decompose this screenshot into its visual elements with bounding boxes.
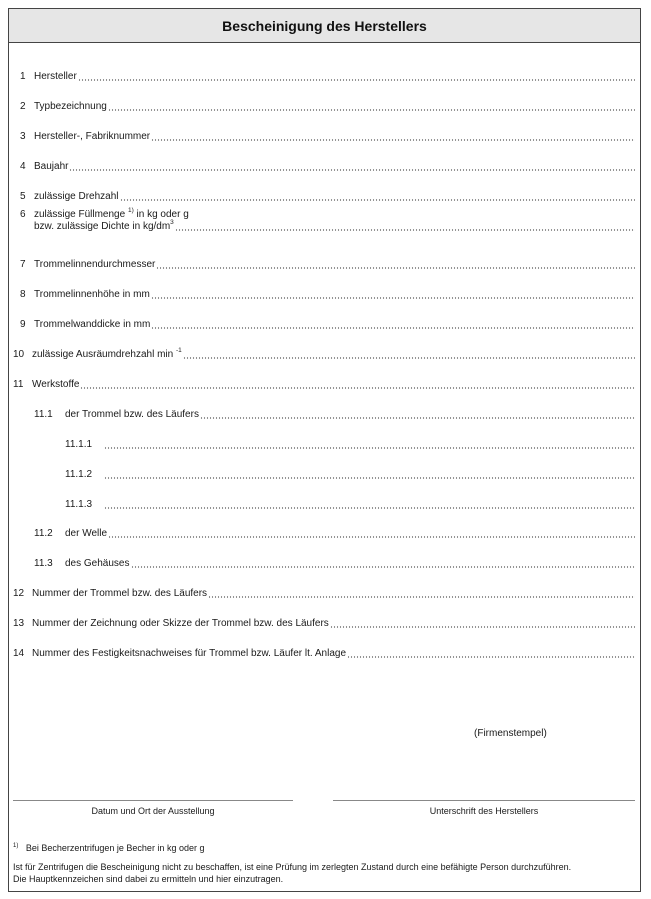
field-werkstoff-11-1-2: [9, 467, 635, 481]
field-label: zulässige Ausräumdrehzahl min $^{-1}$: [32, 347, 182, 360]
fill-in-line[interactable]: [108, 109, 635, 111]
fill-in-line[interactable]: [80, 387, 635, 389]
field-festigkeitsnachweis: [9, 646, 635, 660]
field-number: 13: [13, 618, 25, 629]
field-number: 6: [20, 209, 26, 220]
fill-in-line[interactable]: [330, 626, 635, 628]
fill-in-line[interactable]: [69, 169, 635, 171]
field-number: 7: [20, 259, 26, 270]
fill-in-line[interactable]: [131, 566, 636, 568]
field-label: Nummer der Zeichnung oder Skizze der Trommel bzw. des Läufers: [32, 618, 329, 629]
field-fabriknummer: [9, 129, 635, 143]
field-werkstoff-welle: [9, 526, 635, 540]
field-typbezeichnung: [9, 99, 635, 113]
date-place-caption: Datum und Ort der Ausstellung: [91, 806, 215, 816]
field-number: 2: [20, 101, 26, 112]
signature-line[interactable]: [333, 800, 635, 801]
field-number: 11.3: [34, 558, 53, 569]
fill-in-line[interactable]: [78, 79, 635, 81]
fill-in-line[interactable]: [175, 229, 635, 231]
field-label: Typbezeichnung: [34, 101, 107, 112]
fill-in-line[interactable]: [120, 199, 636, 201]
note-line-2: Die Hauptkennzeichen sind dabei zu ermitteln und hier einzutragen.: [13, 874, 284, 884]
certificate-form: [8, 8, 641, 892]
field-trommelwanddicke: [9, 317, 635, 331]
note-line-1: Ist für Zentrifugen die Bescheinigung nicht zu beschaffen, ist eine Prüfung im zerlegten Zustand durch eine befähigte Person durchzuführen.: [13, 862, 572, 872]
field-number: 11: [13, 379, 24, 390]
field-label: Trommelwanddicke in mm: [34, 319, 151, 330]
fill-in-line[interactable]: [156, 267, 635, 269]
field-werkstoffe: [9, 377, 635, 391]
fill-in-line[interactable]: [104, 477, 635, 479]
field-hersteller: [9, 69, 635, 83]
form-title: Bescheinigung des Herstellers: [222, 17, 427, 34]
field-label: Werkstoffe: [32, 379, 80, 390]
field-number: 11.2: [34, 528, 53, 539]
fill-in-line[interactable]: [151, 139, 635, 141]
field-number: 12: [13, 588, 25, 599]
fill-in-line[interactable]: [347, 656, 635, 658]
field-number: 11.1: [34, 409, 53, 420]
field-number: 1: [20, 71, 26, 82]
field-label: Hersteller: [34, 71, 77, 82]
field-label: Trommelinnenhöhe in mm: [34, 289, 150, 300]
field-label: des Gehäuses: [65, 558, 130, 569]
fill-in-line[interactable]: [183, 357, 635, 359]
field-number: 5: [20, 191, 26, 202]
footnote-text: Bei Becherzentrifugen je Becher in kg oder g: [25, 843, 205, 853]
field-werkstoff-11-1-3: [9, 497, 635, 511]
fill-in-line[interactable]: [104, 447, 635, 449]
field-drehzahl: [9, 189, 635, 203]
date-place-line[interactable]: [13, 800, 293, 801]
field-baujahr: [9, 159, 635, 173]
field-fuellmenge: [9, 209, 635, 233]
field-number: 8: [20, 289, 26, 300]
field-label: Nummer des Festigkeitsnachweises für Trommel bzw. Läufer lt. Anlage: [32, 648, 347, 659]
fill-in-line[interactable]: [200, 417, 635, 419]
field-number: 14: [13, 648, 25, 659]
form-header: [9, 9, 640, 43]
field-werkstoff-gehaeuse: [9, 556, 635, 570]
fill-in-line[interactable]: [208, 596, 635, 598]
field-nummer-trommel: [9, 586, 635, 600]
field-number: 4: [20, 161, 26, 172]
field-number: 10: [13, 349, 25, 360]
field-label: Nummer der Trommel bzw. des Läufers: [32, 588, 208, 599]
field-werkstoff-11-1-1: [9, 437, 635, 451]
field-label-line2: bzw. zulässige Dichte in $kg/dm^3$: [34, 219, 174, 232]
field-label: Trommelinnendurchmesser: [34, 259, 156, 270]
footnote-ref: 1): [127, 207, 134, 214]
field-label: der Welle: [65, 528, 108, 539]
company-stamp-label: (Firmenstempel): [474, 728, 547, 739]
field-nummer-zeichnung: [9, 616, 635, 630]
footnote: [13, 842, 204, 854]
field-number: 9: [20, 319, 26, 330]
field-label: der Trommel bzw. des Läufers: [65, 409, 199, 420]
field-number: 11.1.2: [65, 469, 93, 480]
field-number: 11.1.3: [65, 499, 93, 510]
fill-in-line[interactable]: [108, 536, 635, 538]
fill-in-line[interactable]: [151, 327, 635, 329]
fill-in-line[interactable]: [104, 507, 635, 509]
field-label-line1: zulässige Füllmenge $^{1)}$ in kg oder g: [34, 207, 189, 220]
field-trommelinnenhoehe: [9, 287, 635, 301]
signature-caption: Unterschrift des Herstellers: [429, 806, 539, 816]
field-label: Baujahr: [34, 161, 69, 172]
fill-in-line[interactable]: [151, 297, 635, 299]
field-trommelinnendurchmesser: [9, 257, 635, 271]
field-label: zulässige Drehzahl: [34, 191, 119, 202]
field-number: 3: [20, 131, 26, 142]
footnote-mark: 1): [13, 843, 19, 849]
field-label: Hersteller-, Fabriknummer: [34, 131, 151, 142]
field-werkstoff-trommel: [9, 407, 635, 421]
field-ausraeumdrehzahl: [9, 347, 635, 361]
field-number: 11.1.1: [65, 439, 93, 450]
